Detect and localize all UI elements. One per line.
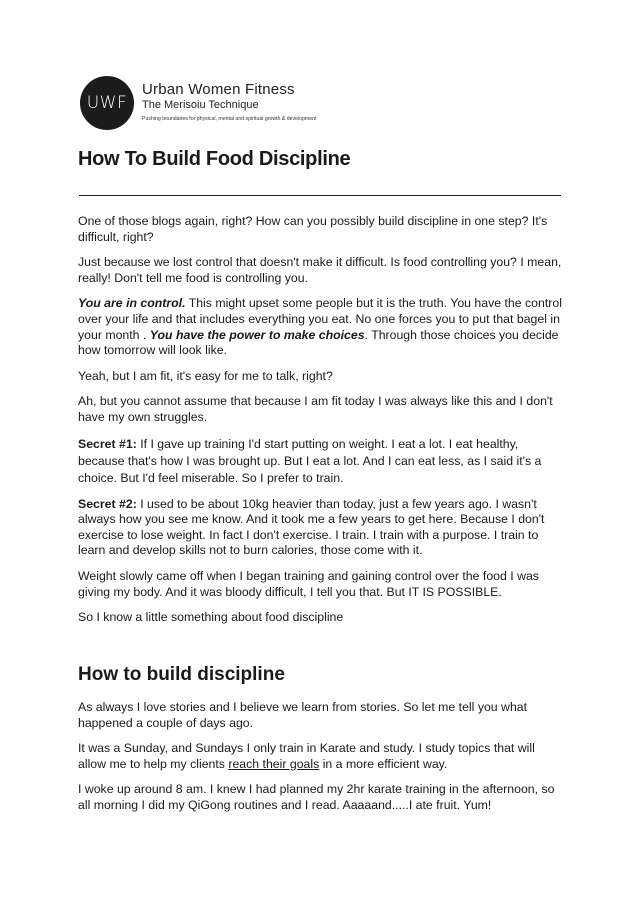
weight-paragraph: Weight slowly came off when I began training and gaining control over the food I was giving my body. And it was bloody difficult, I tell you that. But IT IS POSSIBLE. bbox=[78, 568, 539, 599]
assume-paragraph: Ah, but you cannot assume that because I am fit today I was always like this and I don't have my own struggles. bbox=[78, 394, 553, 424]
secret-2-paragraph bbox=[78, 497, 564, 559]
sunday-text-1: It was a Sunday, and Sundays I only train in Karate and study. I study topics that will allow me to help my clients bbox=[78, 741, 535, 771]
control-text-2: . Through those choices you decide how tomorrow will look like. bbox=[78, 327, 559, 358]
logo-badge: UWF bbox=[80, 76, 134, 130]
logo-title: Urban Women Fitness bbox=[142, 81, 295, 98]
logo-tagline: Pushing boundaries for physical, mental and spiritual growth & development bbox=[142, 116, 317, 122]
reach-goals-link[interactable]: reach their goals bbox=[228, 756, 320, 771]
fit-paragraph: Yeah, but I am fit, it's easy for me to talk, right? bbox=[78, 368, 333, 383]
page-title: How To Build Food Discipline bbox=[78, 148, 351, 170]
choices-emphasis: You have the power to make choices bbox=[149, 327, 365, 342]
sunday-text-2: in a more efficient way. bbox=[319, 756, 448, 771]
secret-2-label: Secret #2: bbox=[78, 496, 137, 511]
secret-1-text: If I gave up training I'd start putting on weight. I eat a lot. I eat healthy, because that's how I was brought up. But I eat a lot. And I can eat less, as I said it's a choice. But I'd feel miserable. So I prefer to train. bbox=[78, 436, 542, 485]
title-divider bbox=[79, 195, 561, 196]
secret-1-paragraph bbox=[78, 436, 564, 487]
logo-subtitle: The Merisoiu Technique bbox=[142, 99, 259, 111]
secret-2-text: I used to be about 10kg heavier than today, just a few years ago. I wasn't always how you see me know. And it took me a few years to get here. Because I don't exercise to lose weight. In fact I don't exercise. I train. I train with a purpose. I train to learn and develop skills not to burn calories, those come with it. bbox=[78, 496, 545, 558]
article-body-part-1 bbox=[78, 214, 564, 636]
intro-paragraph-1: One of those blogs again, right? How can you possibly build discipline in one step? It's difficult, right? bbox=[78, 214, 548, 244]
control-text-1: This might upset some people but it is the truth. You have the control over your life and that includes everything you eat. No one forces you to put that bagel in your month . bbox=[78, 296, 562, 342]
stories-paragraph: As always I love stories and I believe we learn from stories. So let me tell you what happened a couple of days ago. bbox=[78, 700, 528, 730]
sunday-paragraph bbox=[78, 741, 564, 772]
intro-paragraph-2: Just because we lost control that doesn't make it difficult. Is food controlling you? I mean, really! Don't tell me food is controlling you. bbox=[78, 255, 562, 285]
secret-1-label: Secret #1: bbox=[78, 436, 137, 451]
section-heading: How to build discipline bbox=[78, 664, 285, 685]
woke-paragraph: I woke up around 8 am. I knew I had planned my 2hr karate training in the afternoon, so all morning I did my QiGong routines and I read. Aaaaand.....I ate fruit. Yum! bbox=[78, 782, 555, 812]
know-paragraph: So I know a little something about food discipline bbox=[78, 610, 344, 625]
control-paragraph bbox=[78, 296, 564, 358]
control-emphasis: You are in control. bbox=[78, 296, 186, 311]
article-body-part-2 bbox=[78, 700, 564, 824]
brand-logo bbox=[80, 76, 380, 134]
